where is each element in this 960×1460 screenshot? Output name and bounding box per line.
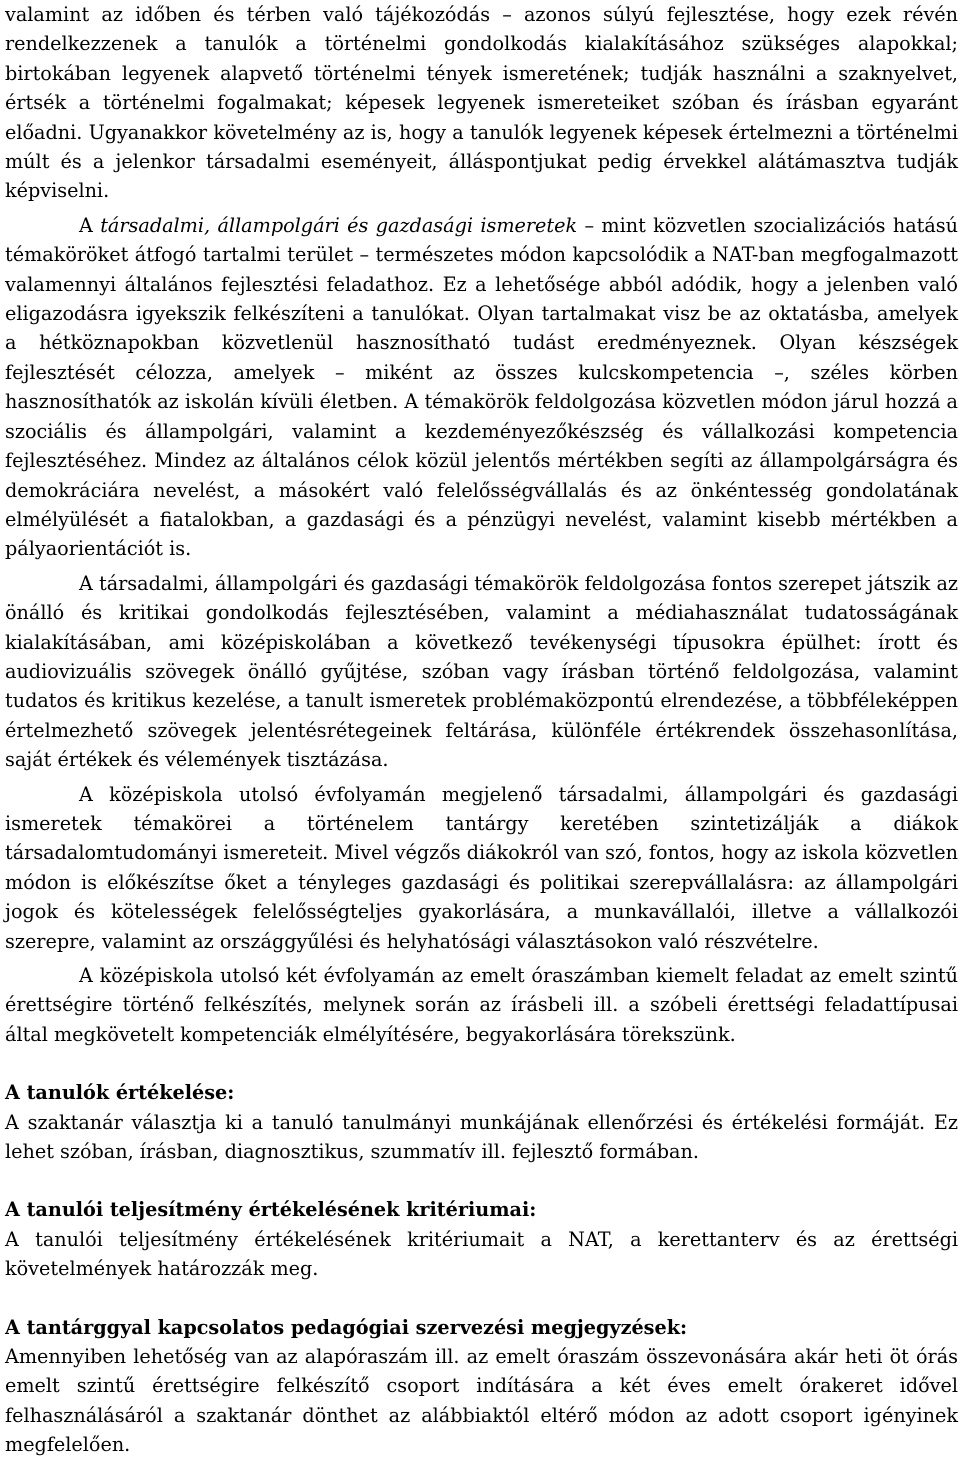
section-gap bbox=[5, 1284, 958, 1313]
section-heading-organization-notes: A tantárggyal kapcsolatos pedagógiai szervezési megjegyzések: bbox=[5, 1315, 688, 1339]
paragraph-critical-thinking: A társadalmi, állampolgári és gazdasági témakörök feldolgozása fontos szerepet játszik az önálló és kritikai gondolkodás fejlesztésében, valamint a médiahasználat tudatosságának kialakításában, ami középiskolában a következő tevékenységi típusokra épülhet: írott és audiovizuális szövegek önálló gyűjtése, szóban vagy írásban történő feldolgozása, valamint tudatos és kritikus kezelése, a tanult ismeretek problémaközpontú elrendezése, a többféleképpen értelmezhető szövegek jelentésrétegeinek feltárása, különféle értékrendek összehasonlítása, saját értékek és vélemények tisztázása. bbox=[5, 571, 958, 772]
paragraph-history-skills: valamint az időben és térben való tájékozódás – azonos súlyú fejlesztése, hogy ezek révén rendelkezzenek a tanulók a történelmi gondolkodás kialakításához szükséges alapokkal; birtokában legyenek alapvető történelmi tények ismeretének; tudják használni a szaknyelvet, értsék a történelmi fogalmakat; képesek legyenek ismereteiket szóban és írásban egyaránt előadni. Ugyanakkor követelmény az is, hogy a tanulók legyenek képesek értelmezni a történelmi múlt és a jelenkor társadalmi eseményeit, álláspontjukat pedig érvekkel alátámasztva tudják képviselni. bbox=[5, 3, 958, 203]
paragraph-final-year: A középiskola utolsó évfolyamán megjelenő társadalmi, állampolgári és gazdasági ismeretek témakörei a történelem tantárgy keretében szintetizálják a diákok társadalomtudományi ismereteit. Mivel végzős diákokról van szó, fontos, hogy az iskola közvetlen módon is előkészítse őket a tényleges gazdasági és politikai szerepvállalásra: az állampolgári jogok és kötelességek felelősségteljes gyakorlására, a munkavállalói, illetve a vállalkozói szerepre, valamint az országgyűlési és helyhatósági választásokon való részvételre. bbox=[5, 782, 958, 953]
paragraph-social-civic-economic bbox=[5, 211, 958, 564]
section-body-criteria: A tanulói teljesítmény értékelésének kritériumait a NAT, a kerettanterv és az érettségi követelmények határozzák meg. bbox=[5, 1227, 958, 1281]
section-body-organization-notes: Amennyiben lehetőség van az alapóraszám ill. az emelt óraszám összevonására akár heti öt órás emelt szintű érettségire felkészítő csoport indítására a két éves emelt órakeret idővel felhasználásáról a szaktanár dönthet az alábbiaktól eltérő módon az adott csoport igényinek megfelelően. bbox=[5, 1345, 958, 1457]
emphasized-term: társadalmi, állampolgári és gazdasági ismeretek bbox=[100, 213, 578, 237]
paragraph-prefix: A bbox=[79, 213, 101, 237]
section-heading-evaluation: A tanulók értékelése: bbox=[5, 1081, 235, 1105]
paragraph-body: – mint közvetlen szocializációs hatású témaköröket átfogó tartalmi terület – természetes módon kapcsolódik a NAT-ban megfogalmazott valamennyi általános fejlesztési feladathoz. Ez a lehetősége abból adódik, hogy a jelenben való eligazodásra igyekszik felkészíteni a tanulókat. Olyan tartalmakat visz be az oktatásba, amelyek a hétköznapokban közvetlenül hasznosítható tudást eredményeznek. Olyan készségek fejlesztését célozza, amelyek – miként az összes kulcskompetencia –, széles körben hasznosíthatók az iskolán kívüli életben. A témakörök feldolgozása közvetlen módon járul hozzá a szociális és állampolgári, valamint a kezdeményezőkészség és vállalkozási kompetencia fejlesztéséhez. Mindez az általános célok közül jelentős mértékben segíti az állampolgárságra és demokráciára nevelést, a másokért való felelősségvállalás és az önkéntesség gondolatának elmélyülését a fiatalokban, a gazdasági és a pénzügyi nevelést, valamint kisebb mértékben a pályaorientációt is. bbox=[5, 213, 958, 561]
paragraph-advanced-exam: A középiskola utolsó két évfolyamán az emelt óraszámban kiemelt feladat az emelt szintű érettségire történő felkészítés, melynek során az írásbeli ill. a szóbeli érettségi feladattípusai által megkövetelt kompetenciák elmélyítésére, begyakorlására törekszünk. bbox=[5, 964, 958, 1046]
document-page bbox=[5, 0, 958, 1460]
section-body-evaluation: A szaktanár választja ki a tanuló tanulmányi munkájának ellenőrzési és értékelési formáját. Ez lehet szóban, írásban, diagnosztikus, szummatív ill. fejlesztő formában. bbox=[5, 1110, 958, 1164]
section-heading-criteria: A tanulói teljesítmény értékelésének kritériumai: bbox=[5, 1198, 537, 1222]
section-gap bbox=[5, 1166, 958, 1195]
section-gap bbox=[5, 1049, 958, 1078]
